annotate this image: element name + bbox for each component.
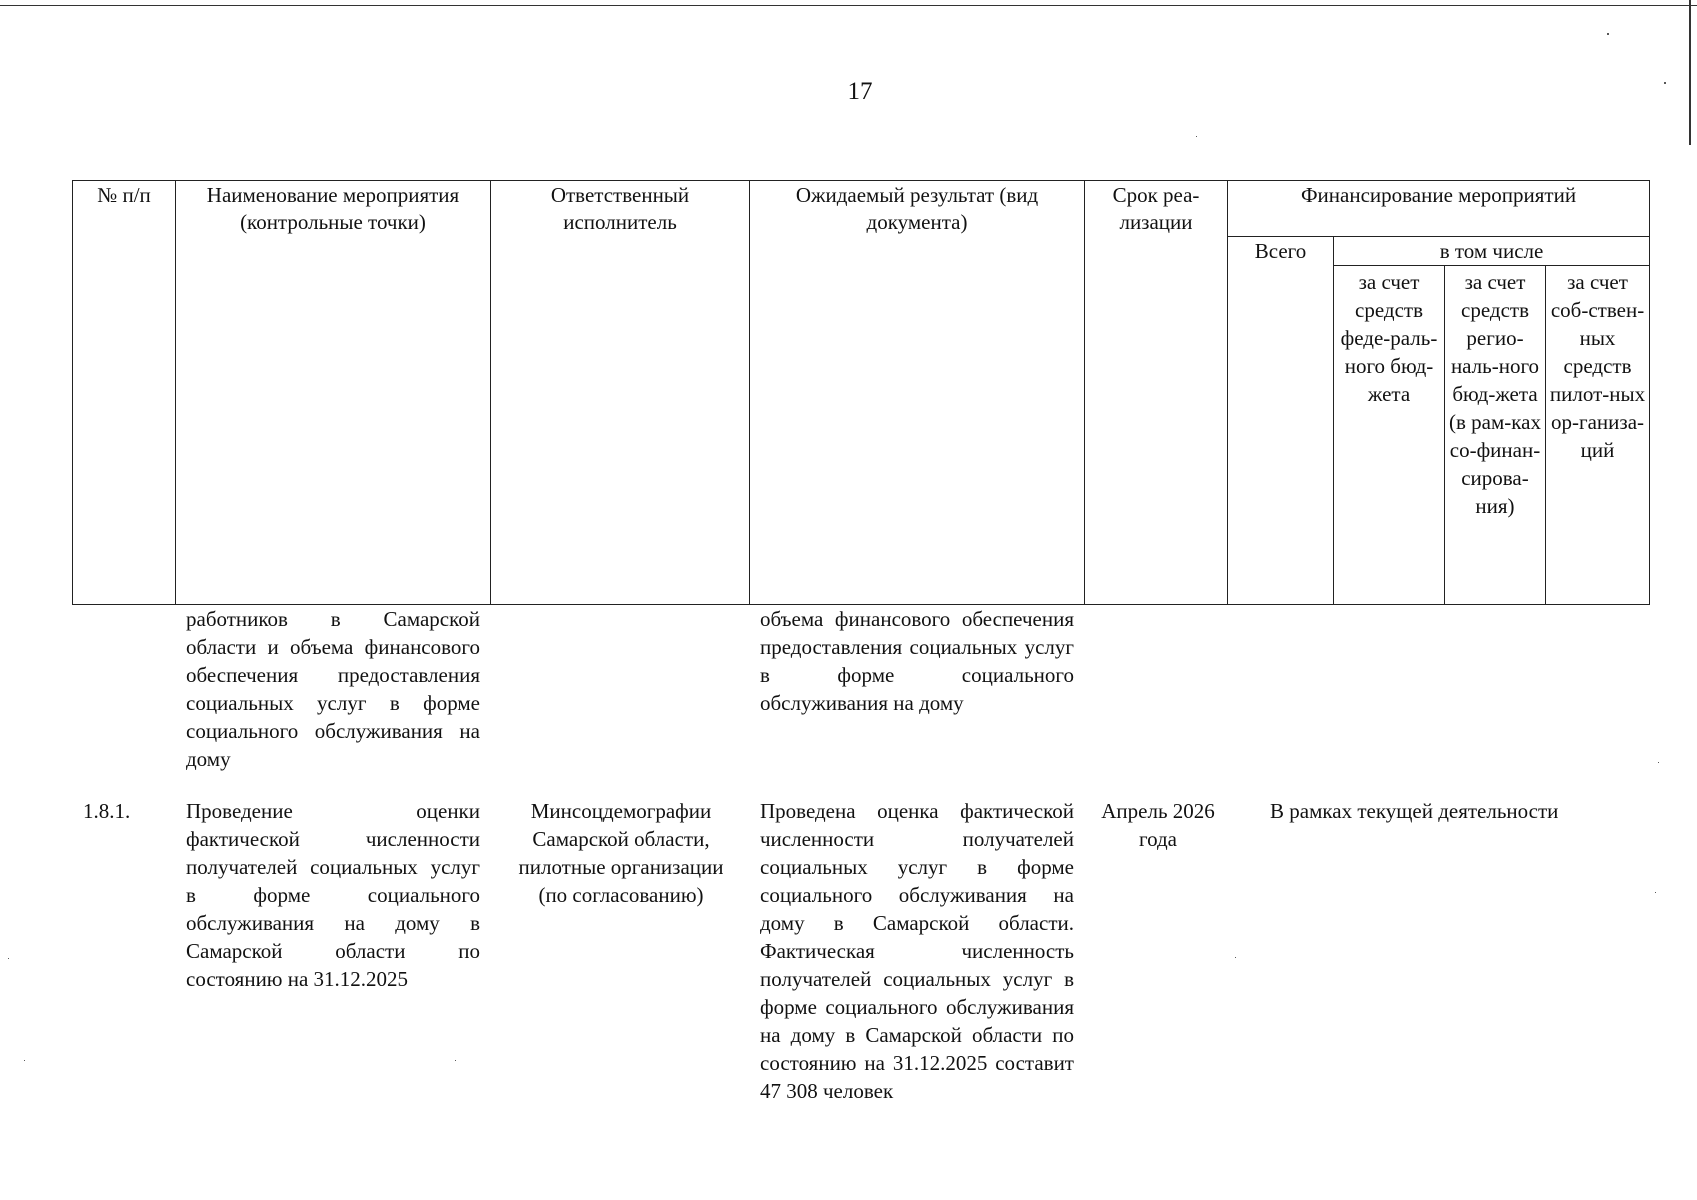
table-header [72, 180, 1650, 605]
header-total-column: Всего [1228, 237, 1334, 605]
page-number: 17 [847, 78, 873, 105]
row-result: Проведена оценка фактической численности получателей социальных услуг в форме социального обслуживания на дому в Самарской области. Фактическая численность получателей социальных услуг в форме социального обслуживания на дому в Самарской области по состоянию на 31.12.2025 составит 47 308 человек [760, 799, 1074, 1103]
continuation-name-text: работников в Самарской области и объема финансового обеспечения предоставления социальных услуг в форме социального обслуживания на дому [186, 607, 480, 771]
header-result-column: Ожидаемый результат (вид документа) [750, 181, 1085, 605]
row-number: 1.8.1. [83, 799, 131, 823]
continuation-result-text: объема финансового обеспечения предоставления социальных услуг в форме социального обслуживания на дому [760, 607, 1074, 715]
scan-speck [8, 958, 9, 959]
row-responsible: Минсоцдемографии Самарской области, пилотные организации (по согласованию) [518, 799, 724, 907]
scan-speck [1655, 892, 1656, 893]
header-regional-budget-column: за счет средств регио-наль-ного бюд-жета (в рам-ках со-финан-сирова-ния) [1445, 266, 1546, 605]
scan-speck [1664, 82, 1666, 84]
header-responsible-column: Ответственный исполнитель [491, 181, 750, 605]
top-border-line [0, 5, 1697, 6]
row-financing: В рамках текущей деятельности [1270, 799, 1559, 823]
scan-speck [455, 1060, 456, 1061]
header-number-column: № п/п [73, 181, 176, 605]
header-term-column: Срок реа-лизации [1085, 181, 1228, 605]
scan-speck [1235, 957, 1236, 958]
header-including-column: в том числе [1334, 237, 1650, 266]
scan-speck [1607, 33, 1609, 35]
scan-speck [1658, 762, 1659, 763]
row-name: Проведение оценки фактической численности получателей социальных услуг в форме социального обслуживания на дому в Самарской области по состоянию на 31.12.2025 [186, 799, 480, 991]
header-federal-budget-column: за счет средств феде-раль-ного бюд-жета [1334, 266, 1445, 605]
header-name-column: Наименование мероприятия (контрольные точки) [176, 181, 491, 605]
scan-speck [24, 1060, 25, 1061]
header-own-funds-column: за счет соб-ствен-ных средств пилот-ных ор-ганиза-ций [1546, 266, 1650, 605]
header-financing-column: Финансирование мероприятий [1228, 181, 1650, 237]
scan-speck [1196, 136, 1197, 137]
page-edge-line [1689, 0, 1691, 145]
row-term: Апрель 2026 года [1101, 799, 1215, 851]
